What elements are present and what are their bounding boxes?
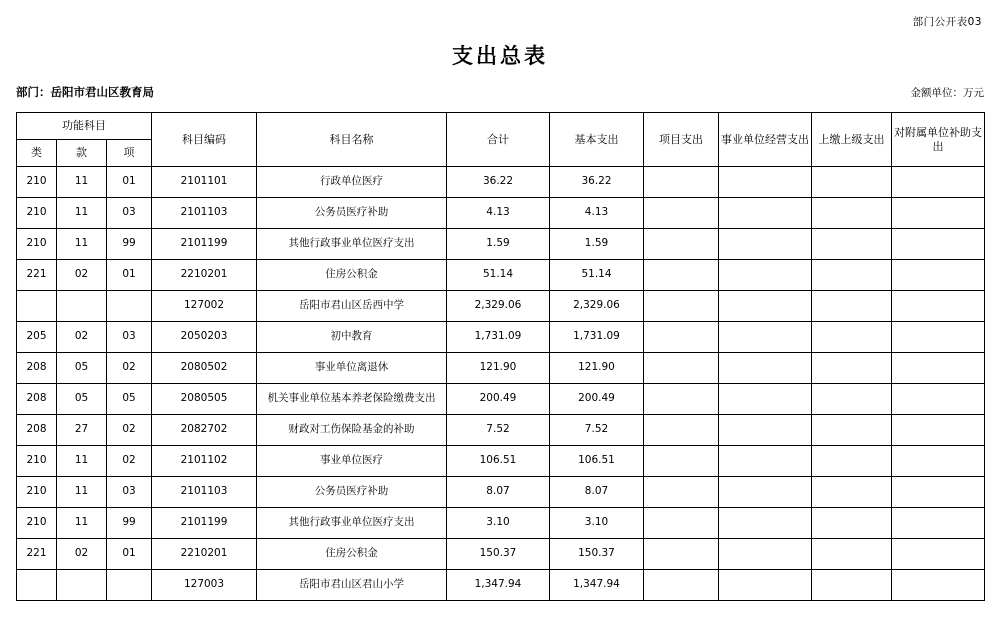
- cell-lei: 208: [17, 353, 57, 384]
- table-row: [17, 260, 985, 291]
- cell-code: 2101199: [152, 229, 257, 260]
- cell-subsidy: [892, 477, 985, 508]
- cell-xiang: 05: [107, 384, 152, 415]
- cell-subsidy: [892, 167, 985, 198]
- cell-xiang: 99: [107, 508, 152, 539]
- cell-xiang: 01: [107, 167, 152, 198]
- cell-upper: [812, 353, 892, 384]
- header-lei: 类: [17, 140, 57, 167]
- table-row: [17, 167, 985, 198]
- amount-unit-label: 金额单位：万元: [910, 87, 984, 99]
- cell-lei: 205: [17, 322, 57, 353]
- cell-kuan: 02: [57, 260, 107, 291]
- cell-lei: 210: [17, 167, 57, 198]
- header-project-expenditure: 项目支出: [644, 113, 719, 167]
- cell-xiang: 02: [107, 353, 152, 384]
- cell-total: 2,329.06: [447, 291, 550, 322]
- form-code-label: 部门公开表03: [912, 16, 982, 28]
- cell-code: 2210201: [152, 539, 257, 570]
- header-xiang: 项: [107, 140, 152, 167]
- table-row: [17, 353, 985, 384]
- table-row: [17, 477, 985, 508]
- cell-lei: 208: [17, 384, 57, 415]
- cell-xiang: 01: [107, 260, 152, 291]
- cell-xiang: 99: [107, 229, 152, 260]
- cell-basic: 3.10: [550, 508, 644, 539]
- header-upper-level-expenditure: 上缴上级支出: [812, 113, 892, 167]
- cell-project: [644, 198, 719, 229]
- page-title: 支出总表: [452, 44, 548, 68]
- cell-total: 36.22: [447, 167, 550, 198]
- cell-total: 8.07: [447, 477, 550, 508]
- cell-basic: 8.07: [550, 477, 644, 508]
- cell-upper: [812, 229, 892, 260]
- cell-operating: [719, 353, 812, 384]
- cell-kuan: [57, 291, 107, 322]
- cell-xiang: [107, 570, 152, 601]
- cell-lei: [17, 570, 57, 601]
- cell-name: 财政对工伤保险基金的补助: [257, 415, 447, 446]
- cell-total: 1,347.94: [447, 570, 550, 601]
- cell-project: [644, 415, 719, 446]
- cell-xiang: 02: [107, 446, 152, 477]
- cell-total: 4.13: [447, 198, 550, 229]
- cell-upper: [812, 198, 892, 229]
- cell-total: 200.49: [447, 384, 550, 415]
- cell-kuan: 02: [57, 322, 107, 353]
- cell-xiang: 03: [107, 477, 152, 508]
- cell-code: 2101199: [152, 508, 257, 539]
- cell-upper: [812, 384, 892, 415]
- cell-upper: [812, 167, 892, 198]
- cell-operating: [719, 570, 812, 601]
- table-row: [17, 539, 985, 570]
- cell-lei: [17, 291, 57, 322]
- cell-kuan: 11: [57, 229, 107, 260]
- cell-kuan: 11: [57, 198, 107, 229]
- cell-code: 2101101: [152, 167, 257, 198]
- cell-name: 住房公积金: [257, 539, 447, 570]
- table-row: [17, 570, 985, 601]
- cell-code: 2210201: [152, 260, 257, 291]
- cell-kuan: [57, 570, 107, 601]
- cell-upper: [812, 291, 892, 322]
- cell-code: 2101102: [152, 446, 257, 477]
- header-operating-expenditure: 事业单位经营支出: [719, 113, 812, 167]
- cell-name: 岳阳市君山区君山小学: [257, 570, 447, 601]
- cell-upper: [812, 477, 892, 508]
- cell-lei: 208: [17, 415, 57, 446]
- cell-name: 事业单位医疗: [257, 446, 447, 477]
- cell-operating: [719, 291, 812, 322]
- cell-basic: 7.52: [550, 415, 644, 446]
- cell-total: 150.37: [447, 539, 550, 570]
- cell-basic: 150.37: [550, 539, 644, 570]
- cell-basic: 1,731.09: [550, 322, 644, 353]
- cell-subsidy: [892, 291, 985, 322]
- header-functional-subject-group: 功能科目: [17, 113, 152, 140]
- cell-subsidy: [892, 508, 985, 539]
- cell-basic: 106.51: [550, 446, 644, 477]
- cell-lei: 210: [17, 446, 57, 477]
- cell-code: 2050203: [152, 322, 257, 353]
- cell-project: [644, 446, 719, 477]
- cell-upper: [812, 415, 892, 446]
- cell-project: [644, 291, 719, 322]
- cell-kuan: 02: [57, 539, 107, 570]
- cell-kuan: 05: [57, 384, 107, 415]
- cell-name: 公务员医疗补助: [257, 198, 447, 229]
- cell-total: 106.51: [447, 446, 550, 477]
- table-row: [17, 322, 985, 353]
- cell-subsidy: [892, 415, 985, 446]
- cell-name: 其他行政事业单位医疗支出: [257, 229, 447, 260]
- table-body: [17, 167, 985, 601]
- cell-kuan: 11: [57, 446, 107, 477]
- cell-xiang: 01: [107, 539, 152, 570]
- cell-code: 2080505: [152, 384, 257, 415]
- cell-name: 事业单位离退休: [257, 353, 447, 384]
- cell-xiang: 03: [107, 198, 152, 229]
- cell-basic: 4.13: [550, 198, 644, 229]
- cell-subsidy: [892, 570, 985, 601]
- table-header: [17, 113, 985, 167]
- header-name: 科目名称: [257, 113, 447, 167]
- header-basic-expenditure: 基本支出: [550, 113, 644, 167]
- cell-upper: [812, 508, 892, 539]
- cell-operating: [719, 477, 812, 508]
- cell-upper: [812, 260, 892, 291]
- cell-xiang: 02: [107, 415, 152, 446]
- cell-basic: 36.22: [550, 167, 644, 198]
- cell-total: 1,731.09: [447, 322, 550, 353]
- cell-name: 行政单位医疗: [257, 167, 447, 198]
- table-row: [17, 415, 985, 446]
- header-code: 科目编码: [152, 113, 257, 167]
- cell-total: 7.52: [447, 415, 550, 446]
- cell-name: 机关事业单位基本养老保险缴费支出: [257, 384, 447, 415]
- cell-project: [644, 477, 719, 508]
- cell-operating: [719, 539, 812, 570]
- cell-code: 2082702: [152, 415, 257, 446]
- cell-upper: [812, 322, 892, 353]
- cell-lei: 210: [17, 477, 57, 508]
- cell-subsidy: [892, 384, 985, 415]
- cell-operating: [719, 384, 812, 415]
- table-row: [17, 229, 985, 260]
- cell-basic: 1,347.94: [550, 570, 644, 601]
- cell-basic: 200.49: [550, 384, 644, 415]
- cell-project: [644, 353, 719, 384]
- department-label: 部门：岳阳市君山区教育局: [16, 85, 154, 99]
- cell-kuan: 27: [57, 415, 107, 446]
- cell-project: [644, 384, 719, 415]
- cell-name: 岳阳市君山区岳西中学: [257, 291, 447, 322]
- cell-basic: 121.90: [550, 353, 644, 384]
- cell-code: 2080502: [152, 353, 257, 384]
- cell-lei: 210: [17, 229, 57, 260]
- cell-subsidy: [892, 322, 985, 353]
- cell-code: 2101103: [152, 198, 257, 229]
- header-kuan: 款: [57, 140, 107, 167]
- cell-name: 住房公积金: [257, 260, 447, 291]
- table-row: [17, 446, 985, 477]
- header-subsidiary-subsidy-expenditure: 对附属单位补助支出: [892, 113, 985, 167]
- cell-project: [644, 322, 719, 353]
- cell-upper: [812, 539, 892, 570]
- cell-project: [644, 229, 719, 260]
- cell-upper: [812, 446, 892, 477]
- cell-lei: 221: [17, 539, 57, 570]
- cell-operating: [719, 167, 812, 198]
- cell-lei: 210: [17, 508, 57, 539]
- cell-total: 3.10: [447, 508, 550, 539]
- cell-operating: [719, 322, 812, 353]
- cell-operating: [719, 229, 812, 260]
- cell-code: 127003: [152, 570, 257, 601]
- cell-basic: 1.59: [550, 229, 644, 260]
- cell-basic: 51.14: [550, 260, 644, 291]
- cell-code: 127002: [152, 291, 257, 322]
- cell-basic: 2,329.06: [550, 291, 644, 322]
- table-row: [17, 508, 985, 539]
- cell-xiang: [107, 291, 152, 322]
- cell-lei: 210: [17, 198, 57, 229]
- expenditure-table: [16, 112, 985, 601]
- cell-operating: [719, 260, 812, 291]
- cell-project: [644, 570, 719, 601]
- cell-kuan: 11: [57, 167, 107, 198]
- cell-total: 121.90: [447, 353, 550, 384]
- cell-project: [644, 260, 719, 291]
- cell-operating: [719, 446, 812, 477]
- cell-name: 初中教育: [257, 322, 447, 353]
- cell-operating: [719, 508, 812, 539]
- cell-subsidy: [892, 198, 985, 229]
- cell-subsidy: [892, 353, 985, 384]
- cell-lei: 221: [17, 260, 57, 291]
- cell-upper: [812, 570, 892, 601]
- cell-total: 1.59: [447, 229, 550, 260]
- cell-code: 2101103: [152, 477, 257, 508]
- table-row: [17, 198, 985, 229]
- cell-subsidy: [892, 260, 985, 291]
- header-total: 合计: [447, 113, 550, 167]
- cell-total: 51.14: [447, 260, 550, 291]
- cell-operating: [719, 415, 812, 446]
- meta-row: [16, 84, 984, 100]
- cell-kuan: 05: [57, 353, 107, 384]
- cell-project: [644, 539, 719, 570]
- cell-kuan: 11: [57, 477, 107, 508]
- table-row: [17, 291, 985, 322]
- cell-subsidy: [892, 446, 985, 477]
- cell-subsidy: [892, 539, 985, 570]
- cell-project: [644, 508, 719, 539]
- cell-project: [644, 167, 719, 198]
- cell-name: 公务员医疗补助: [257, 477, 447, 508]
- cell-kuan: 11: [57, 508, 107, 539]
- table-row: [17, 384, 985, 415]
- cell-subsidy: [892, 229, 985, 260]
- cell-xiang: 03: [107, 322, 152, 353]
- cell-name: 其他行政事业单位医疗支出: [257, 508, 447, 539]
- cell-operating: [719, 198, 812, 229]
